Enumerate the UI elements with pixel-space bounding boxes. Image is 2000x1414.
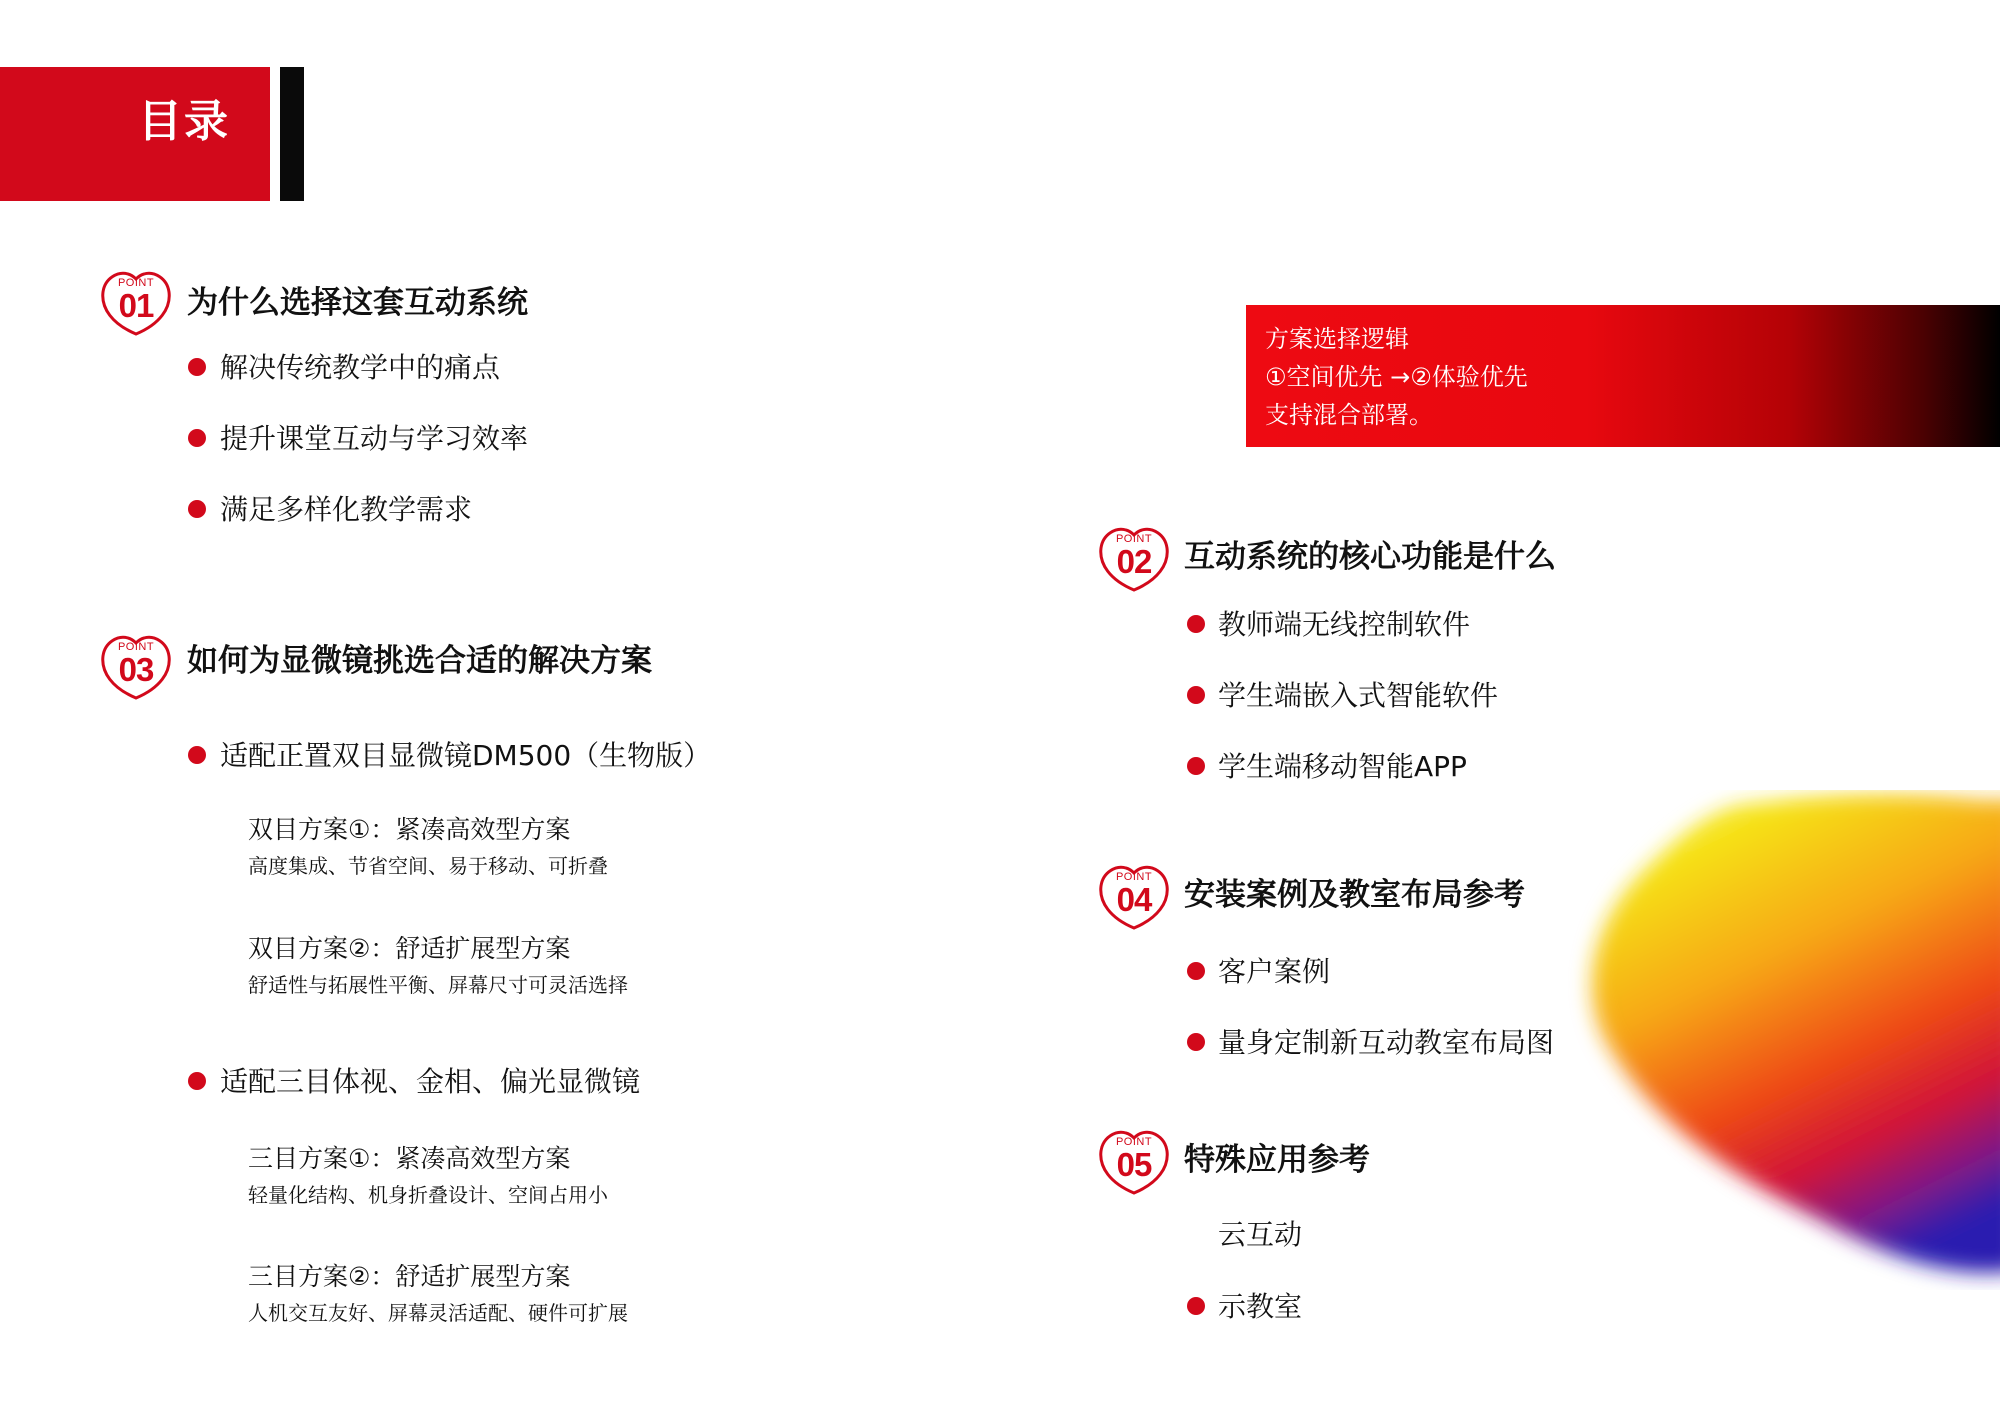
list-item[interactable]: 学生端嵌入式智能软件 <box>1218 679 1499 712</box>
bullet-icon <box>188 429 206 447</box>
point-badge-04 <box>1096 862 1172 932</box>
bullet-icon <box>188 358 206 376</box>
point-number: 05 <box>1116 1146 1152 1183</box>
logic-line: 方案选择逻辑 <box>1265 325 1409 353</box>
section-title-02[interactable]: 互动系统的核心功能是什么 <box>1184 539 1556 575</box>
scheme-title[interactable]: 双目方案②：舒适扩展型方案 <box>248 934 571 963</box>
point-label: POINT <box>117 277 155 289</box>
list-item[interactable]: 学生端移动智能APP <box>1218 750 1467 783</box>
header-stripe <box>280 67 304 201</box>
point-label: POINT <box>1115 1136 1153 1148</box>
section-title-05[interactable]: 特殊应用参考 <box>1184 1142 1370 1178</box>
list-item[interactable]: 满足多样化教学需求 <box>220 493 473 526</box>
point-label: POINT <box>1115 533 1153 545</box>
point-badge-05 <box>1096 1127 1172 1197</box>
point-badge-01 <box>98 268 174 338</box>
scheme-title[interactable]: 双目方案①：紧凑高效型方案 <box>248 815 571 844</box>
gradient-blob-decoration <box>1560 790 2000 1290</box>
bullet-icon <box>1187 1297 1205 1315</box>
bullet-icon <box>188 500 206 518</box>
point-badge-03 <box>98 632 174 702</box>
scheme-title[interactable]: 三目方案②：舒适扩展型方案 <box>248 1262 571 1291</box>
list-item[interactable]: 示教室 <box>1218 1290 1303 1323</box>
section-title-01[interactable]: 为什么选择这套互动系统 <box>187 285 528 321</box>
point-badge-02 <box>1096 524 1172 594</box>
scheme-desc: 舒适性与拓展性平衡、屏幕尺寸可灵活选择 <box>248 973 628 997</box>
bullet-icon <box>1187 1033 1205 1051</box>
section-title-04[interactable]: 安装案例及教室布局参考 <box>1184 877 1525 913</box>
list-item[interactable]: 客户案例 <box>1218 955 1331 988</box>
scheme-desc: 人机交互友好、屏幕灵活适配、硬件可扩展 <box>248 1301 628 1325</box>
list-item[interactable]: 云互动 <box>1218 1218 1303 1251</box>
point-number: 04 <box>1116 881 1152 918</box>
list-item[interactable]: 量身定制新互动教室布局图 <box>1218 1026 1555 1059</box>
point-label: POINT <box>117 641 155 653</box>
bullet-icon <box>1187 615 1205 633</box>
bullet-icon <box>1187 686 1205 704</box>
list-item[interactable]: 提升课堂互动与学习效率 <box>220 422 529 455</box>
scheme-desc: 轻量化结构、机身折叠设计、空间占用小 <box>248 1183 608 1207</box>
bullet-icon <box>1187 757 1205 775</box>
list-item[interactable]: 解决传统教学中的痛点 <box>220 351 501 384</box>
bullet-icon <box>188 746 206 764</box>
point-number: 02 <box>1116 543 1152 580</box>
page-title: 目录 <box>138 96 230 147</box>
group-label[interactable]: 适配三目体视、金相、偏光显微镜 <box>220 1065 641 1098</box>
bullet-icon <box>1187 962 1205 980</box>
point-label: POINT <box>1115 871 1153 883</box>
list-item[interactable]: 教师端无线控制软件 <box>1218 608 1471 641</box>
section-title-03[interactable]: 如何为显微镜挑选合适的解决方案 <box>187 643 652 679</box>
scheme-desc: 高度集成、节省空间、易于移动、可折叠 <box>248 854 608 878</box>
bullet-icon <box>188 1072 206 1090</box>
point-number: 03 <box>118 651 154 688</box>
point-number: 01 <box>118 287 154 324</box>
logic-line: 支持混合部署。 <box>1265 401 1433 429</box>
scheme-title[interactable]: 三目方案①：紧凑高效型方案 <box>248 1144 571 1173</box>
logic-line: ①空间优先 →②体验优先 <box>1265 363 1528 391</box>
group-label[interactable]: 适配正置双目显微镜DM500（生物版） <box>220 739 712 772</box>
